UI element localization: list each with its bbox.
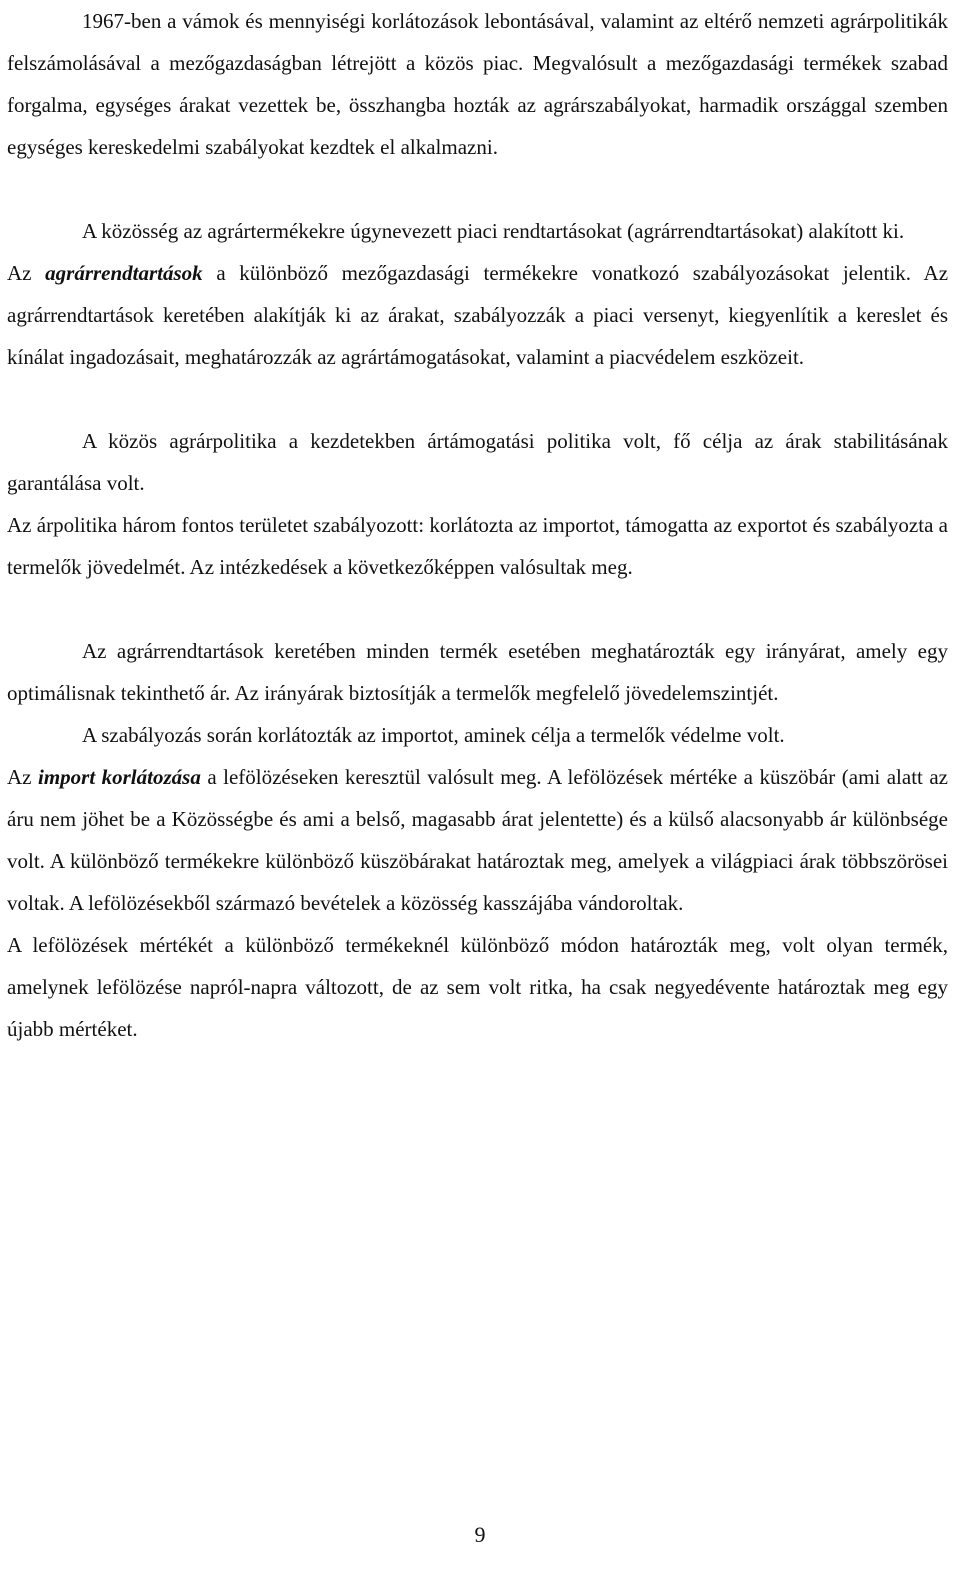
paragraph-import-restriction xyxy=(7,714,948,756)
paragraph-price-policy xyxy=(7,504,948,588)
paragraph-text: Az xyxy=(7,261,32,285)
paragraph-text: Az árpolitika három fontos területet szabályozott: korlátozta az importot, támogatta az exportot és szabályozta a termelők jövedelmét. Az intézkedések a következőképpen valósultak meg. xyxy=(7,513,948,579)
paragraph-market-regulations xyxy=(7,210,948,252)
paragraph-gap xyxy=(7,168,948,210)
paragraph-text: Az agrárrendtartások keretében minden termék esetében meghatározták egy irányárat, amely egy optimálisnak tekinthető ár. Az irányárak biztosítják a termelők megfelelő jövedelemszintjét. xyxy=(7,639,948,705)
paragraph-gap xyxy=(7,588,948,630)
paragraph-text: a lefölözéseken keresztül valósult meg. A lefölözések mértéke a küszöbár (ami alatt az áru nem jöhet be a Közösségbe és ami a belső, magasabb árat jelentette) és a külső alacsonyabb ár különbsége volt. A különböző termékekre különböző küszöbárakat határoztak meg, amelyek a világpiaci árak többszörösei voltak. A lefölözésekből származó bevételek a közösség kasszájába vándoroltak. xyxy=(7,765,948,915)
paragraph-levy-amount xyxy=(7,924,948,1050)
paragraph-price-support xyxy=(7,420,948,504)
paragraph-agrarian-regulations-definition xyxy=(7,252,948,378)
paragraph-text: A lefölözések mértékét a különböző termékeknél különböző módon határozták meg, volt olyan termék, amelynek lefölözése napról-napra változott, de az sem volt ritka, ha csak negyedévente határoztak meg egy újabb mértéket. xyxy=(7,933,948,1041)
page-number: 9 xyxy=(474,1522,486,1547)
document-page xyxy=(7,0,948,1050)
paragraph-text: a különböző mezőgazdasági termékekre vonatkozó szabályozásokat jelentik. Az agrárrendtartások keretében alakítják ki az árakat, szabályozzák a piaci versenyt, kiegyenlítik a kereslet és kínálat ingadozásait, meghatározzák az agrártámogatásokat, valamint a piacvédelem eszközeit. xyxy=(7,261,949,369)
emphasized-term: agrárrendtartások xyxy=(45,261,203,285)
paragraph-common-market xyxy=(7,0,948,168)
paragraph-text: A közösség az agrártermékekre úgynevezett piaci rendtartásokat (agrárrendtartásokat) alakított ki. xyxy=(82,219,905,243)
emphasized-term: import korlátozása xyxy=(37,765,201,789)
paragraph-text: Az xyxy=(7,765,32,789)
paragraph-text: 1967-ben a vámok és mennyiségi korlátozások lebontásával, valamint az eltérő nemzeti agrárpolitikák felszámolásával a mezőgazdaságban létrejött a közös piac. Megvalósult a mezőgazdasági termékek szabad forgalma, egységes árakat vezettek be, összhangba hozták az agrárszabályokat, harmadik országgal szemben egységes kereskedelmi szabályokat kezdtek el alkalmazni. xyxy=(7,9,948,159)
paragraph-text: A közös agrárpolitika a kezdetekben ártámogatási politika volt, fő célja az árak stabilitásának garantálása volt. xyxy=(7,429,948,495)
paragraph-target-price xyxy=(7,630,948,714)
paragraph-levies xyxy=(7,756,948,924)
paragraph-gap xyxy=(7,378,948,420)
paragraph-text: A szabályozás során korlátozták az importot, aminek célja a termelők védelme volt. xyxy=(82,723,785,747)
